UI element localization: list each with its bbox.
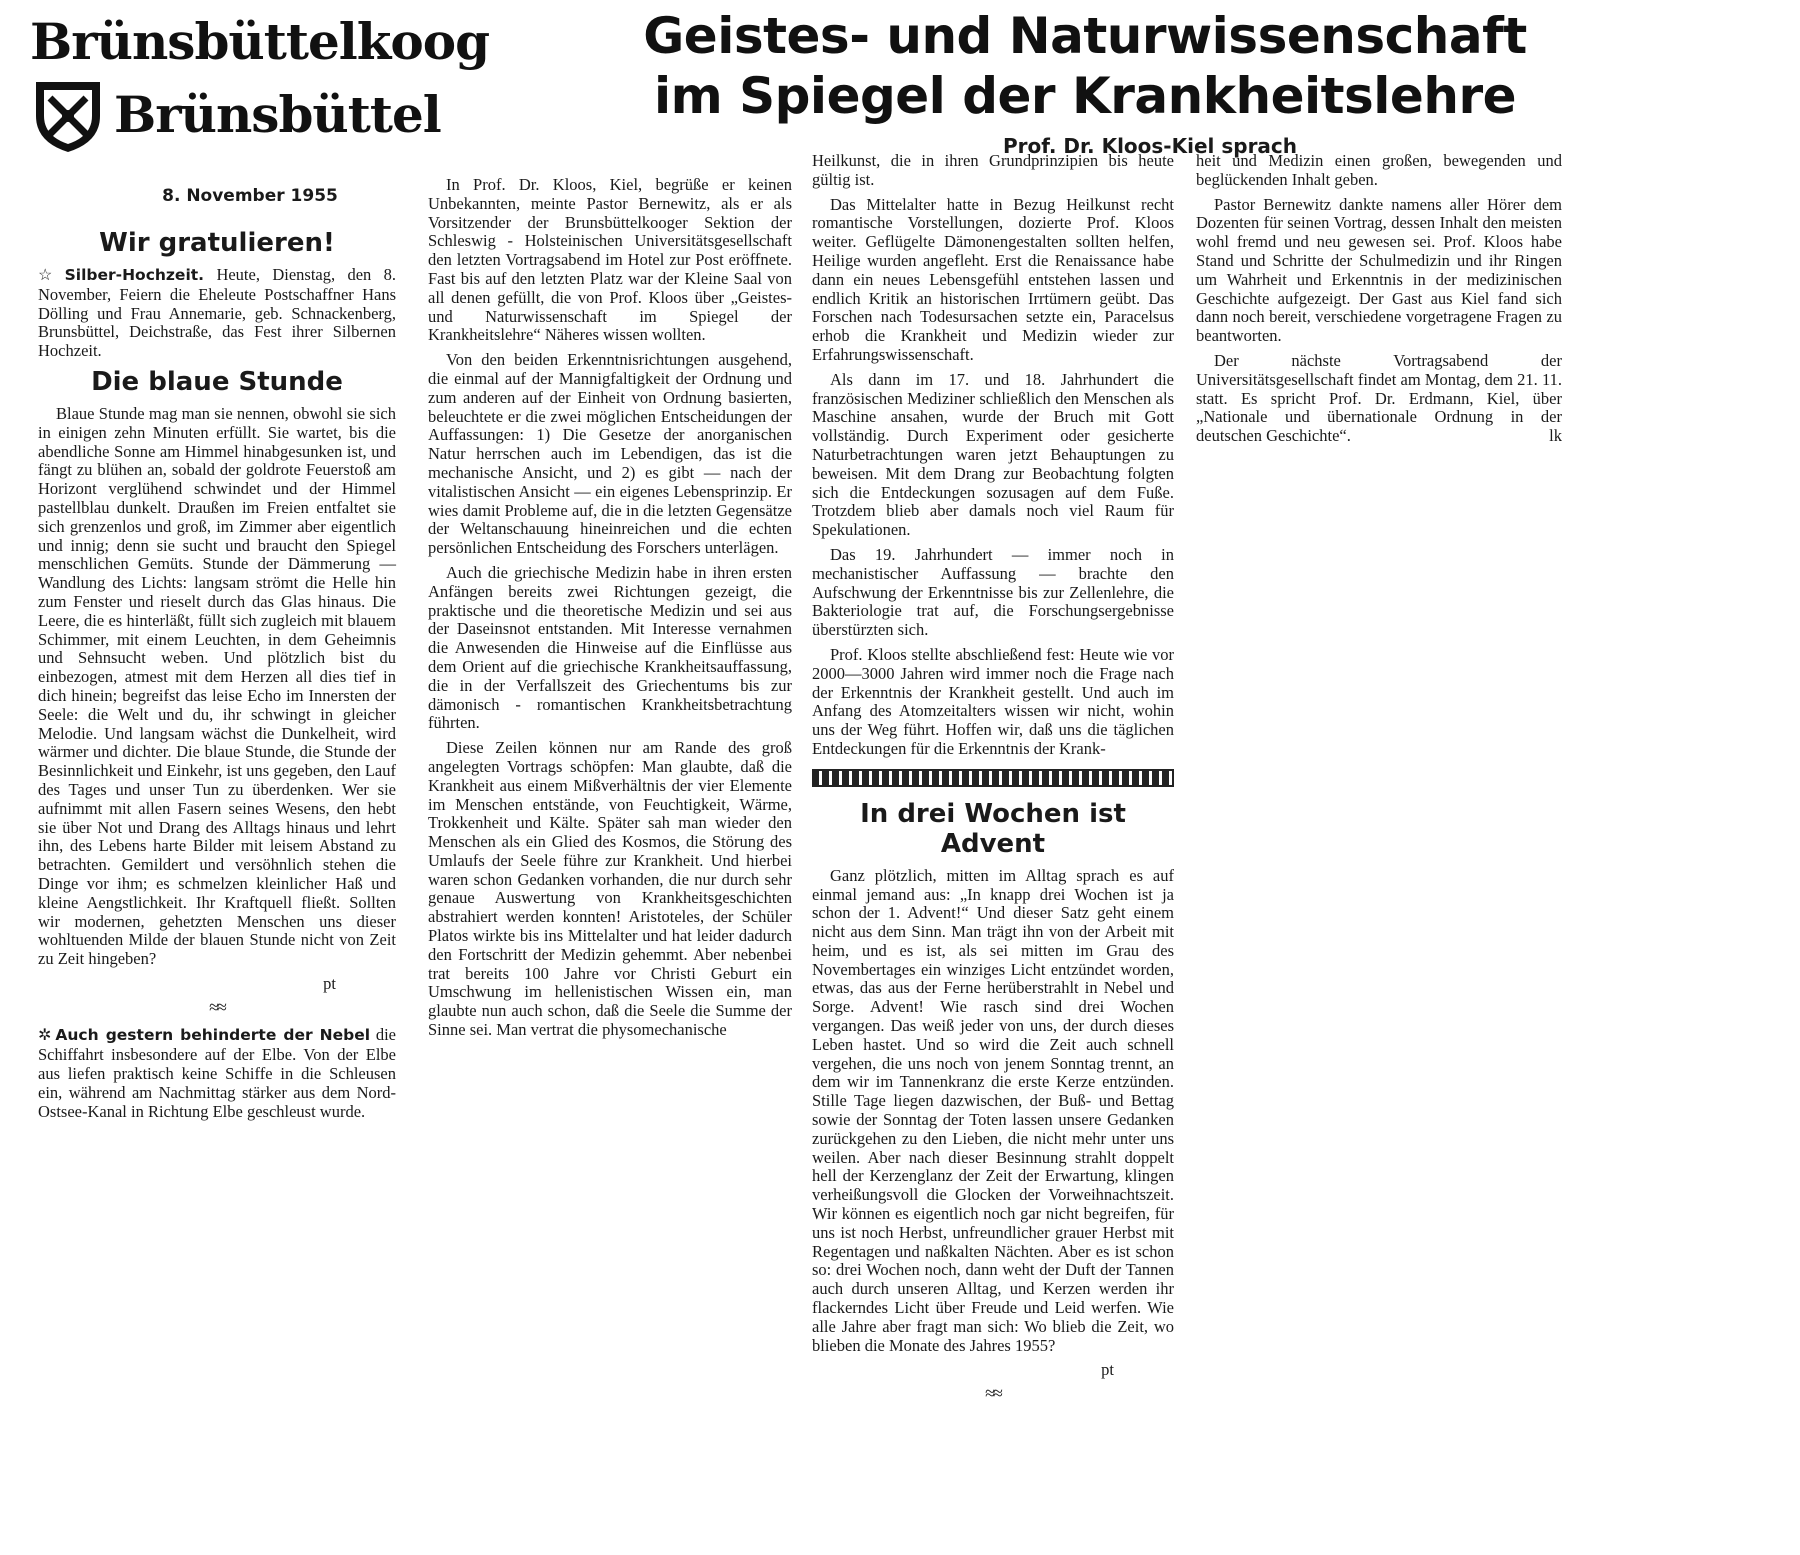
congrats-paragraph — [38, 266, 396, 361]
separator: ≈≈ — [209, 996, 225, 1017]
publication-date: 8. November 1955 — [162, 186, 338, 206]
blue-hour-signature: pt — [323, 973, 336, 993]
main-headline — [490, 6, 1680, 126]
star-icon: ☆ — [38, 267, 61, 284]
fog-lead: Auch gestern behinderte der Nebel — [55, 1026, 371, 1045]
article-paragraph: Auch die griechische Medizin habe in ihren ersten Anfängen bereits zwei Richtungen gezeigt, die praktische und die theoretische Medizin und sei aus der Daseinsnot entstanden. Mit Interesse vernahmen die Anwesenden die Hinweise auf die Einflüsse aus dem Orient auf die griechische Krankheitsauffassung, die in der Verfallszeit des Griechentums bis zur dämonisch - romantischen Krankheitsbetrachtung führten. — [428, 562, 792, 733]
article-paragraph: Das 19. Jahrhundert — immer noch in mechanistischer Auffassung — brachte den Aufschwung der Erkenntnisse bis zur Zellenlehre, die Bakteriologie trat auf, die Forschungsergebnisse überstürzten sich. — [812, 544, 1174, 640]
congrats-text: Heute, Dienstag, den 8. November, Feiern die Eheleute Postschaffner Hans Dölling und Frau Annemarie, geb. Schnackenberg, Brunsbüttel, Deichstraße, das Fest ihrer Silbernen Hochzeit. — [38, 265, 397, 361]
article-paragraph: Als dann im 17. und 18. Jahrhundert die französischen Mediziner schließlich den Menschen als Maschine ansahen, wurde der Bruch mit Gott vollständig. Durch Experiment oder gesicherte Naturbetrachtungen waren jetzt Behauptungen zu beweisen. Mit dem Drang zur Beobachtung folgten sich die Entdeckungen sozusagen auf dem Fuße. Trotzdem blieb aber damals noch viel Raum für Spekulationen. — [812, 369, 1174, 540]
column-main-article-3 — [1196, 152, 1562, 452]
congrats-heading: Wir gratulieren! — [99, 228, 335, 258]
article-paragraph: heit und Medizin einen großen, bewegenden und beglückenden Inhalt geben. — [1196, 151, 1562, 189]
advent-text: Ganz plötzlich, mitten im Alltag sprach es auf einmal jemand aus: „In knapp drei Wochen ist ja schon der 1. Advent!“ Und dieser Satz geht einem nicht aus dem Sinn. Man trägt ihn von der Arbeit mit heim, und es ist, als sei mitten im Grau des Novembertages ein winziges Licht entzündet worden, etwas, das aus der Ferne herüberstrahlt in Nebel und Sorge. Advent! Wie rasch sind drei Wochen vergangen. Das weiß jeder von uns, der durch dieses Leben hastet. Und so wird die Zeit auch schnell vergehen, die uns noch von jenem Sonntag trennt, an dem wir im Tannenkranz die erste Kerze entzünden. Stille Tage liegen dazwischen, der Buß- und Bettag sowie der Sonntag der Toten lassen unsere Gedanken zurückgehen zu den Lieben, die nicht mehr unter uns weilen. Aber nach dieser Besinnung strahlt doppelt hell der Kerzenglanz der Zeit der Erwartung, klingen verheißungsvoll die Glocken der Vorweihnachtszeit. Wir können es eigentlich noch gar nicht begreifen, für uns ist noch Herbst, unfreundlicher grauer Herbst mit Regentagen und naßkalten Nächten. Aber es ist schon so: drei Wochen noch, dann weht der Duft der Tannen auch durch unseren Alltag, und Kerzen werden ihr flackerndes Licht über Freude und Leid werfen. Wie alle Jahre aber fragt man sich: Wo blieb die Zeit, wo blieben die Monate des Jahres 1955? — [812, 865, 1174, 1355]
masthead — [30, 12, 490, 164]
advent-signature: pt — [1101, 1360, 1114, 1380]
article-paragraph: In Prof. Dr. Kloos, Kiel, begrüße er keinen Unbekannten, meinte Pastor Bernewitz, als er als Vorsitzender der Brunsbüttelkooger Sektion der Schleswig - Holsteinischen Universitätsgesellschaft den letzten Vortragsabend im Hotel zur Post eröffnete. Fast bis auf den letzten Platz war der Kleine Saal von all denen gefüllt, die von Prof. Kloos über „Geistes- und Naturwissenschaft im Spiegel der Krankheitslehre“ Näheres wissen wollten. — [428, 175, 792, 345]
masthead-title-line2: Brünsbüttel — [114, 85, 441, 144]
column-main-article-2 — [812, 152, 1174, 1413]
masthead-title-line1: Brünsbüttelkoog — [30, 12, 490, 71]
column-main-article-1 — [428, 176, 792, 1046]
fog-icon: ✲ — [38, 1027, 52, 1045]
column-local-news — [38, 222, 396, 1127]
article-paragraph: Das Mittelalter hatte in Bezug Heilkunst recht romantische Vorstellungen, dozierte Prof. Kloos weiter. Geflügelte Dämonengestalten sollten helfen, Heilige wurden angefleht. Erst die Renaissance habe dann ein neues Lebensgefühl entstehen lassen und endlich Kritik an historischen Irrtümern geübt. Das Forschen nach Todesursachen setzte ein, Paracelsus erhob die Krankheit und Medizin wieder zur Erfahrungswissenschaft. — [812, 194, 1174, 364]
article-paragraph — [1196, 352, 1562, 446]
article-paragraph: Prof. Kloos stellte abschließend fest: Heute wie vor 2000—3000 Jahren wird immer noch die Frage nach der Erkenntnis der Krankheit gestellt. Und auch im Anfang des Atomzeitalters wissen wir nicht, wohin uns der Weg führt. Hoffen wir, daß uns die täglichen Entdeckungen für die Erkenntnis der Krank- — [812, 644, 1174, 758]
article-paragraph: Heilkunst, die in ihren Grundprinzipien bis heute gültig ist. — [812, 151, 1174, 189]
main-byline: Prof. Dr. Kloos-Kiel sprach — [1002, 134, 1298, 158]
blue-hour-text: Blaue Stunde mag man sie nennen, obwohl sie sich in einigen zehn Minuten erfüllt. Sie wartet, bis die abendliche Sonne am Himmel hinabgesunken ist, und fängt zu blühen an, sobald der goldrote Feuerstoß am Horizont verglühend schwindet und der Himmel pastellblau dunkelt. Draußen im Freien entfaltet sie sich grenzenlos und groß, im Zimmer aber eigentlich und innig; denn sie sucht und braucht den Spiegel menschlichen Gemüts. Stunde der Dämmerung — Wandlung des Lichts: langsam strömt die Helle hin zum Fenster und rieselt durch das Glas hinaus. Die Leere, die es hinterläßt, füllt sich zugleich mit blauem Schimmer, mit einem Leuchten, in dem Geheimnis und Sehnsucht weben. Und plötzlich bist du einbezogen, atmest mit dem Herzen all dies tief in dich hinein; begreifst das leise Echo im Innersten der Seele: die Welt und du, ihr schwingt in gleicher Melodie. Und langsam wächst die Dunkelheit, wird wärmer und dichter. Die blaue Stunde, die Stunde der Besinnlichkeit und Einkehr, ist uns gegeben, den Lauf des Tages und unser Tun zu überdenken. Wer sie aufnimmt mit allen Fasern seines Wesens, den hebt sie über Not und Drang des Alltags hinaus und lehrt ihn, des Lebens harte Bilder mit leisem Abstand zu betrachten. Gemildert und versöhnlich stehen die Dinge vor ihm; es schmelzen kleinlicher Haß und kleine Aengstlichkeit. Ihr Kraftquell fließt. Sollten wir modernen, gehetzten Menschen uns dieser wohltuenden Milde der blauen Stunde nicht von Zeit zu Zeit hingeben? — [38, 403, 396, 969]
ornamental-divider — [812, 769, 1174, 787]
fog-text: die Schiffahrt insbesondere auf der Elbe. Von der Elbe aus liefen praktisch keine Schiffe in die Schleusen ein, während am Nachmittag stärker aus dem Nord-Ostsee-Kanal in Richtung Elbe geschleust wurde. — [38, 1025, 396, 1121]
article-signature: lk — [1549, 426, 1562, 446]
separator: ≈≈ — [985, 1383, 1001, 1404]
main-headline-line1: Geistes- und Naturwissenschaft — [643, 7, 1527, 65]
article-paragraph: Diese Zeilen können nur am Rande des groß angelegten Vortrags schöpfen: Man glaubte, daß die Krankheit aus einem Mißverhältnis der vier Elemente im Menschen entstände, von Feuchtigkeit, Wärme, Trokkenheit und Kälte. Später sah man wieder den Menschen als ein Glied des Kosmos, die Störung des Umlaufs der Seele führe zur Krankheit. Und hierbei waren schon Gedanken vorhanden, die nur durch sehr genaue Auswertung von Krankheitsgeschichten abstrahiert werden konnten! Aristoteles, der Schüler Platos wirkte bis ins Mittelalter und hat leider dadurch den Fortschritt der Medizin gehemmt. Aber nebenbei trat bereits 100 Jahre vor Christi Geburt ein Umschwung im hellenistischen Wissen ein, man glaubte nun auch schon, daß die Seele die Summe der Sinne sei. Man vertrat die physomechanische — [428, 738, 792, 1040]
article-paragraph: Von den beiden Erkenntnisrichtungen ausgehend, die einmal auf der Mannigfaltigkeit der Ordnung und zum anderen auf der Einheit von Ordnung basierten, beleuchtete er die zwei möglichen Entscheidungen der Auffassungen: 1) Die Gesetze der anorganischen Natur herrschen auch im Lebendigen, das ist die mechanische Ansicht, und 2) es gibt — nach der vitalistischen Ansicht — ein eigenes Lebensprinzip. Er wies damit Probleme auf, die in die letzten Gegensätze der Weltanschauung hineinreichen und die echten persönlichen Entscheidung des Forschers unterlägen. — [428, 350, 792, 558]
congrats-lead: Silber-Hochzeit. — [64, 266, 205, 284]
article-paragraph: Pastor Bernewitz dankte namens aller Hörer dem Dozenten für seinen Vortrag, dessen Inhalt den meisten wohl fremd und neu gewesen sei. Prof. Kloos habe Stand und Schritte der Schulmedizin und ihr Ringen um Wahrheit und Erkenntnis in der medizinischen Geschichte aufgezeigt. Der Gast aus Kiel fand sich dann noch bereit, verschiedene vorgetragene Fragen zu beantworten. — [1196, 194, 1562, 346]
advent-heading: In drei Wochen ist Advent — [860, 798, 1126, 859]
blue-hour-heading: Die blaue Stunde — [91, 366, 343, 397]
article-final-text: Der nächste Vortragsabend der Universitätsgesellschaft findet am Montag, dem 21. 11. statt. Es spricht Prof. Dr. Erdmann, Kiel, über „Nationale und übernationale Ordnung in der deutschen Geschichte“. — [1196, 350, 1562, 446]
main-headline-line2: im Spiegel der Krankheitslehre — [653, 67, 1517, 125]
fog-paragraph — [38, 1026, 396, 1121]
coat-of-arms-icon — [30, 76, 106, 154]
